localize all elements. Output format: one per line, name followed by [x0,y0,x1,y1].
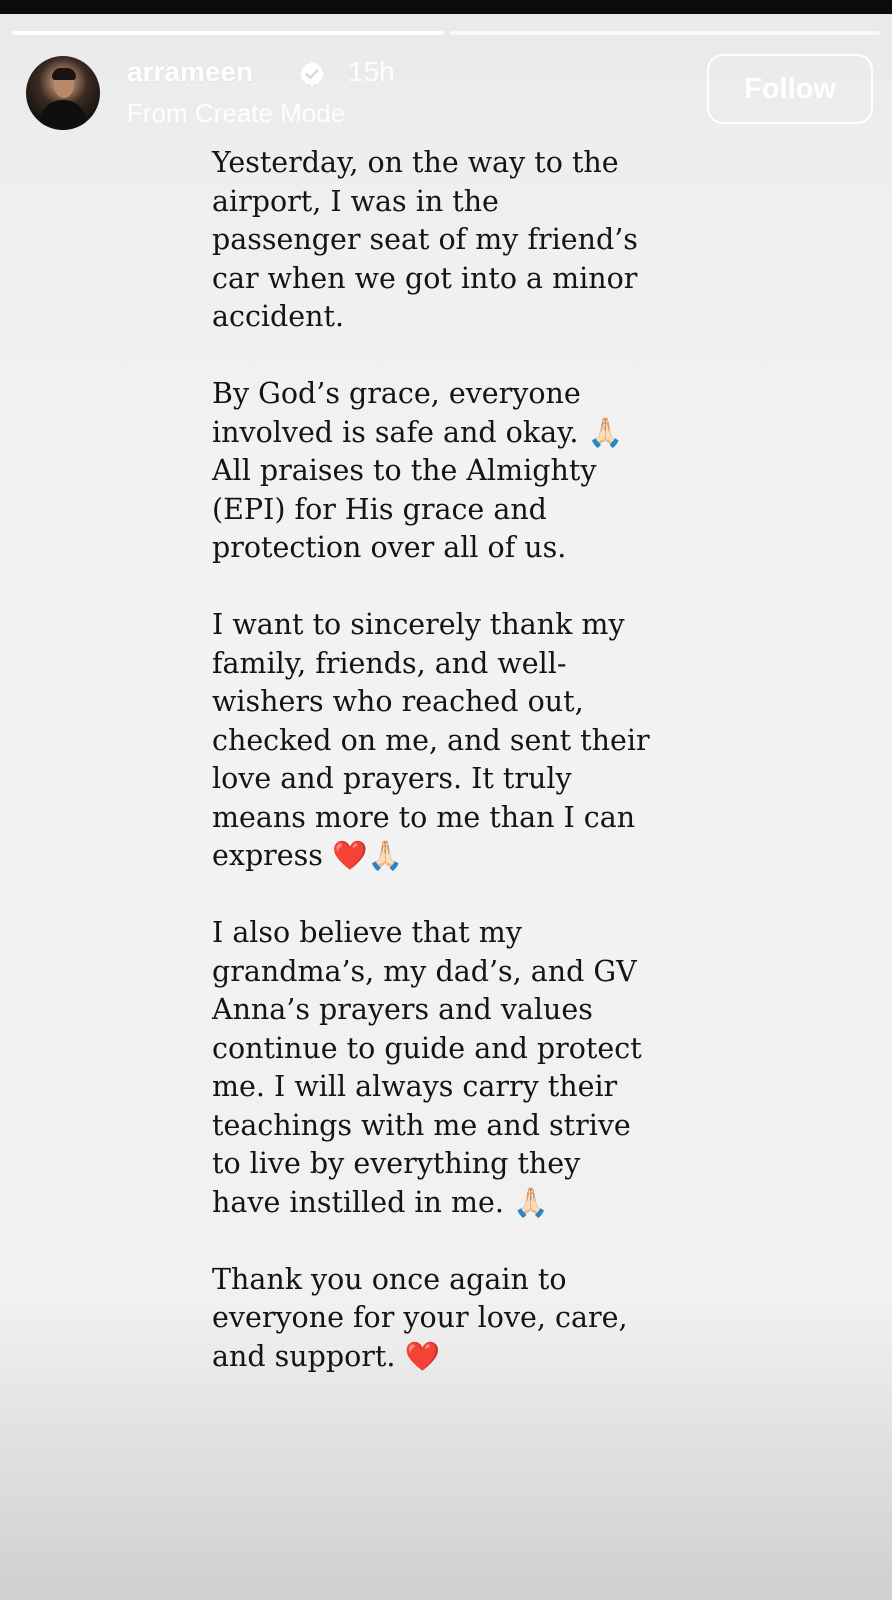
paragraph-4: I also believe that my grandma’s, my dad’s, and GV Anna’s prayers and values continue to guide and protect me. I will always carry their teachings with me and strive to live by everything they have instilled in me. 🙏🏻 [212,916,642,1219]
avatar-figure-hair [52,68,76,80]
story-progress-segment-2 [450,31,880,35]
paragraph-3: I want to sincerely thank my family, friends, and well- wishers who reached out, checked on me, and sent their love and prayers. It truly means more to me than I can express ❤️🙏🏻 [212,608,650,872]
status-bar [0,0,892,14]
story-text [212,144,672,1415]
story-subtitle: From Create Mode [127,98,346,128]
paragraph-1: Yesterday, on the way to the airport, I was in the passenger seat of my friend’s car when we got into a minor accident. [212,146,638,333]
verified-badge-icon [298,60,326,88]
follow-button[interactable]: Follow [707,54,873,124]
avatar[interactable] [26,56,100,130]
username[interactable]: arrameen [127,56,254,87]
paragraph-2: By God’s grace, everyone involved is safe and okay. 🙏🏻 All praises to the Almighty (EPI) for His grace and protection over all of us. [212,377,623,564]
paragraph-5: Thank you once again to everyone for your love, care, and support. ❤️ [212,1262,628,1373]
avatar-figure-body [40,100,86,130]
story-progress-segment-1 [12,31,444,35]
post-time: 15h [348,56,395,87]
